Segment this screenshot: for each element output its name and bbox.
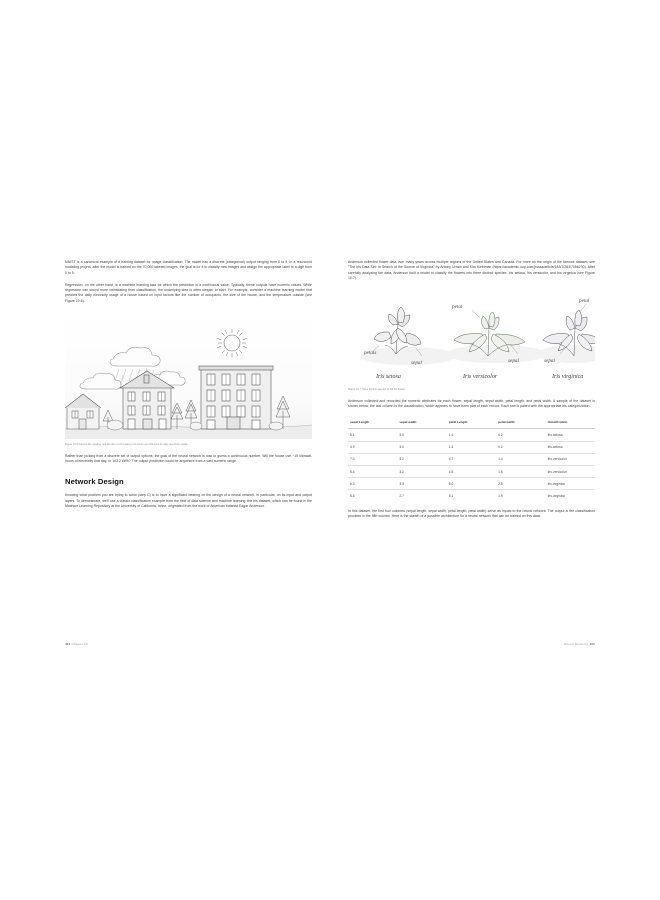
paragraph-mnist: MNIST is a canonical example of a training dataset for image classification. The model has a discrete (categorical) output ranging from 0 to 9. In a real-world modeling project, after the model is trained on the 70,000 labeled images, the goal is for it to classify new images and assign the appropriate label to a digit from 0 to 9. — [65, 260, 312, 275]
paragraph-post-figure: Rather than picking from a discrete set of output options, the goal of the neural network is now to guess a continuous number. Will the house use ~15 kilowatt-hours of electricity that day, or 103.2 kWh? The output prediction could be anywhere from a vast numeric range. — [65, 453, 312, 463]
cell-petal-width: 1.5 — [496, 465, 545, 477]
folio-right — [564, 642, 595, 646]
cell-sepal-width: 3.2 — [397, 453, 446, 465]
cell-petal-width: 0.2 — [496, 429, 545, 441]
left-page — [47, 232, 330, 668]
cell-petal-length: 6.0 — [447, 478, 496, 490]
table-row — [348, 441, 595, 453]
species-name-versicolor: Iris versicolor — [463, 374, 498, 381]
table-row — [348, 465, 595, 477]
running-head-left: Chapter 10 — [71, 642, 88, 646]
paragraph-closing: In this dataset, the first four columns (sepal length, sepal width, petal length, petal width) serve as inputs to the neural network. The output is the classification provided in the fifth column. Here is the sketch of a possible architecture for a neural network that can be trained on this data. — [348, 508, 595, 518]
paragraph-regression: Regression, on the other hand, is a machine learning task for which the prediction is a continuous value. Typically, these outputs have numeric values. While regression can sound more intimidating than classification, the underlying idea is often simpler to start. For example, consider a machine learning model that predicts the daily electricity usage of a house based on input factors like the number of occupants, the size of the house, and the temperature outside (see Figure 10.6). — [65, 282, 312, 303]
cell-sepal-length: 5.1 — [348, 429, 397, 441]
column-header-sepal-length: sepal Length — [348, 416, 397, 429]
running-head-right: Neural Networks — [564, 642, 589, 646]
cell-petal-length: 1.4 — [447, 441, 496, 453]
label-virginica-petal: petal — [579, 298, 590, 305]
cell-sepal-width: 3.3 — [397, 478, 446, 490]
page-number-left: 404 — [65, 642, 71, 646]
column-header-petal-length: petal Length — [447, 416, 496, 429]
cell-sepal-length: 6.4 — [348, 465, 397, 477]
label-setosa-sepal: sepal — [411, 360, 422, 367]
cell-petal-length: 5.1 — [448, 493, 454, 498]
column-header-petal-width: petal width — [496, 416, 545, 429]
label-versicolor-sepal: sepal — [508, 358, 519, 365]
paragraph-table-intro: Anderson collected and recorded the numeric attributes for each flower: sepal length, sepal width, petal length, and petal width. A sample of the dataset is shown below; the last column is the classification, which appears to have been part of each record. Each row is paired with the appropriate iris categorization. — [348, 398, 595, 409]
cell-classification: Iris-virginica — [547, 493, 565, 498]
table-row — [348, 478, 595, 490]
cell-petal-length: 4.5 — [447, 465, 496, 477]
figure-caption-left: Figure 10.6 Factors like weather and the size or occupancy of a home can influence its daily electricity usage. — [65, 443, 189, 447]
cell-classification: Iris-virginica — [546, 478, 595, 490]
right-page — [330, 232, 613, 668]
folio-left — [65, 642, 88, 646]
cell-petal-width: 1.9 — [498, 493, 503, 498]
column-header-classification: classification — [546, 416, 595, 429]
figure-caption-right: Figure 10.7 Three distinct species of the iris flower — [348, 388, 405, 392]
cell-classification: Iris-setosa — [546, 429, 595, 441]
label-virginica-sepal: sepal — [544, 358, 555, 365]
cell-sepal-length: 7.0 — [348, 453, 397, 465]
section-heading-network-design: Network Design — [65, 477, 124, 487]
table-header-row — [348, 416, 595, 429]
cell-petal-length: 4.7 — [447, 453, 496, 465]
cell-classification: Iris-versicolor — [546, 465, 595, 477]
cell-petal-width: 1.4 — [496, 453, 545, 465]
table-row — [348, 490, 595, 502]
page-spread — [0, 232, 660, 668]
cell-classification: Iris-setosa — [546, 441, 595, 453]
page-number-right: 405 — [589, 642, 595, 646]
cell-sepal-width: 3.5 — [397, 429, 446, 441]
table-row — [348, 429, 595, 441]
iris-species-illustration — [348, 288, 595, 384]
cell-sepal-length: 6.3 — [348, 478, 397, 490]
label-versicolor-petal: petal — [452, 304, 463, 311]
cell-sepal-width: 2.7 — [399, 493, 404, 498]
table-row — [348, 453, 595, 465]
column-header-sepal-width: sepal width — [397, 416, 446, 429]
cell-sepal-length: 4.9 — [348, 441, 397, 453]
houses-weather-illustration — [65, 311, 312, 439]
paragraph-network-design: Knowing what problem you are trying to solve (step C) is to have a significant bearing on the design of a neural network, in particular, on its input and output layers. To demonstrate, we'll use a classic classification example from the field of data science and machine learning: the iris dataset, which can be found in the Machine Learning Repository at the University of California, Irvine, originated from the work of American botanist Edgar Anderson. — [65, 493, 312, 508]
cell-petal-width: 0.2 — [496, 441, 545, 453]
cell-petal-length: 1.4 — [447, 429, 496, 441]
species-name-virginica: Iris virginica — [552, 374, 584, 381]
cell-sepal-width: 3.2 — [397, 465, 446, 477]
species-name-setosa: Iris setosa — [376, 374, 401, 381]
cell-sepal-length: 5.8 — [350, 493, 355, 498]
iris-dataset-table — [348, 416, 595, 501]
cell-classification: Iris-versicolor — [546, 453, 595, 465]
paragraph-anderson: Anderson collected flower data over many years across multiple regions of the United States and Canada. For more on the origin of the famous dataset, see "The Iris Data Set: In Search of the Source of Virginica" by Antony Unwin and Kim Kleinman (https://academic.oup.com/jrsssa/article/183/1/263/7056230). After carefully analyzing the data, Anderson built a model to classify the flowers into three distinct species: Iris setosa, Iris versicolor, and Iris virginica (see Figure 10.7). — [348, 260, 595, 280]
cell-sepal-width: 3.0 — [397, 441, 446, 453]
cell-petal-width: 2.5 — [496, 478, 545, 490]
label-setosa-petals: petals — [364, 350, 377, 357]
